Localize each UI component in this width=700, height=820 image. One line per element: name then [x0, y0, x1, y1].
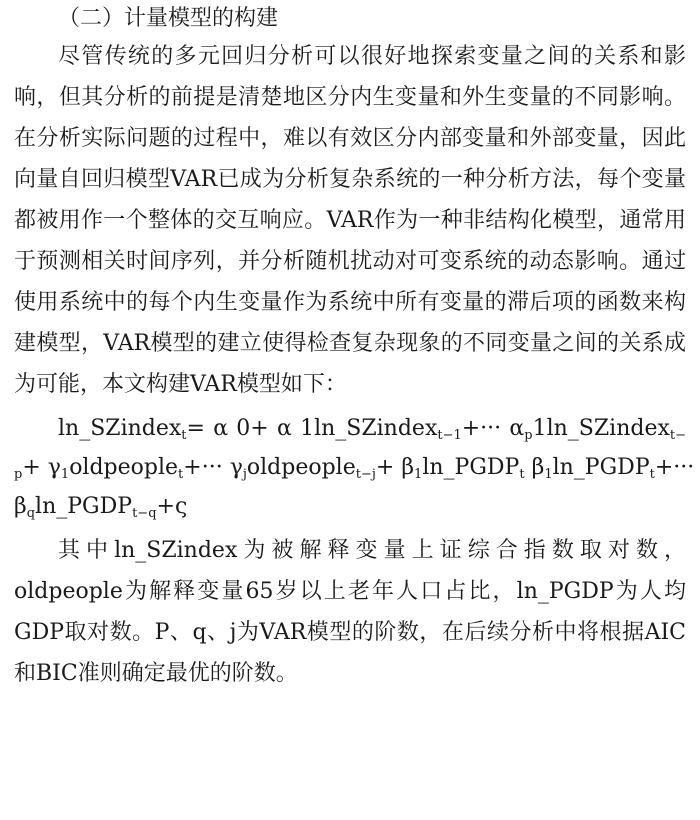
- eq-term: ln_PGDP: [422, 455, 520, 480]
- eq-subscript: t−: [669, 428, 687, 443]
- var-model-equation: [14, 409, 695, 526]
- eq-term: ln_SZindex: [58, 416, 182, 441]
- eq-subscript: p: [524, 428, 533, 443]
- eq-subscript: t: [178, 467, 184, 482]
- eq-term: +ς: [156, 494, 188, 519]
- eq-subscript: t: [649, 467, 655, 482]
- eq-subscript: 1: [544, 467, 553, 482]
- paragraph-model-intro: 尽管传统的多元回归分析可以很好地探索变量之间的关系和影响，但其分析的前提是清楚地区分内生变量和外生变量的不同影响。在分析实际问题的过程中，难以有效区分内部变量和外部变量，因此向量自回归模型VAR已成为分析复杂系统的一种分析方法，每个变量都被用作一个整体的交互响应。VAR作为一种非结构化模型，通常用于预测相关时间序列，并分析随机扰动对可变系统的动态影响。通过使用系统中的每个内生变量作为系统中所有变量的滞后项的函数来构建模型，VAR模型的建立使得检查复杂现象的不同变量之间的关系成为可能，本文构建VAR模型如下：: [14, 44, 686, 397]
- eq-subscript: q: [26, 506, 36, 521]
- eq-term: ln_PGDP: [552, 455, 650, 480]
- eq-subscript: t: [519, 467, 525, 482]
- equation-line-3: [14, 487, 686, 526]
- eq-term: β: [14, 494, 27, 519]
- eq-term: 1ln_SZindex: [532, 416, 670, 441]
- eq-term: +··· α: [461, 416, 525, 441]
- equation-line-1: [14, 409, 686, 448]
- eq-subscript: t−q: [132, 506, 157, 521]
- eq-subscript: 1: [414, 467, 423, 482]
- eq-subscript: t−1: [437, 428, 462, 443]
- eq-term: ln_PGDP: [35, 494, 133, 519]
- eq-term: + β: [375, 455, 415, 480]
- eq-term: + γ: [22, 455, 61, 480]
- section-heading: （二）计量模型的构建: [58, 6, 279, 31]
- equation-line-2: [14, 448, 695, 487]
- eq-term: oldpeople: [246, 455, 356, 480]
- eq-subscript: p: [14, 467, 23, 482]
- eq-subscript: t−j: [355, 467, 376, 482]
- paragraph-variable-definitions: 其中ln_SZindex为被解释变量上证综合指数取对数，oldpeople为解释变量65岁以上老年人口占比，ln_PGDP为人均GDP取对数。P、q、j为VAR模型的阶数，在后续分析中将根据AIC和BIC准则确定最优的阶数。: [14, 538, 686, 686]
- eq-subscript: 1: [60, 467, 70, 482]
- eq-subscript: j: [242, 467, 247, 482]
- eq-subscript: t: [181, 428, 187, 443]
- eq-term: β: [524, 455, 545, 480]
- eq-term: +··· γ: [183, 455, 243, 480]
- eq-term: = α 0+ α 1ln_SZindex: [186, 416, 438, 441]
- eq-term: +···: [654, 455, 695, 480]
- eq-term: oldpeople: [69, 455, 179, 480]
